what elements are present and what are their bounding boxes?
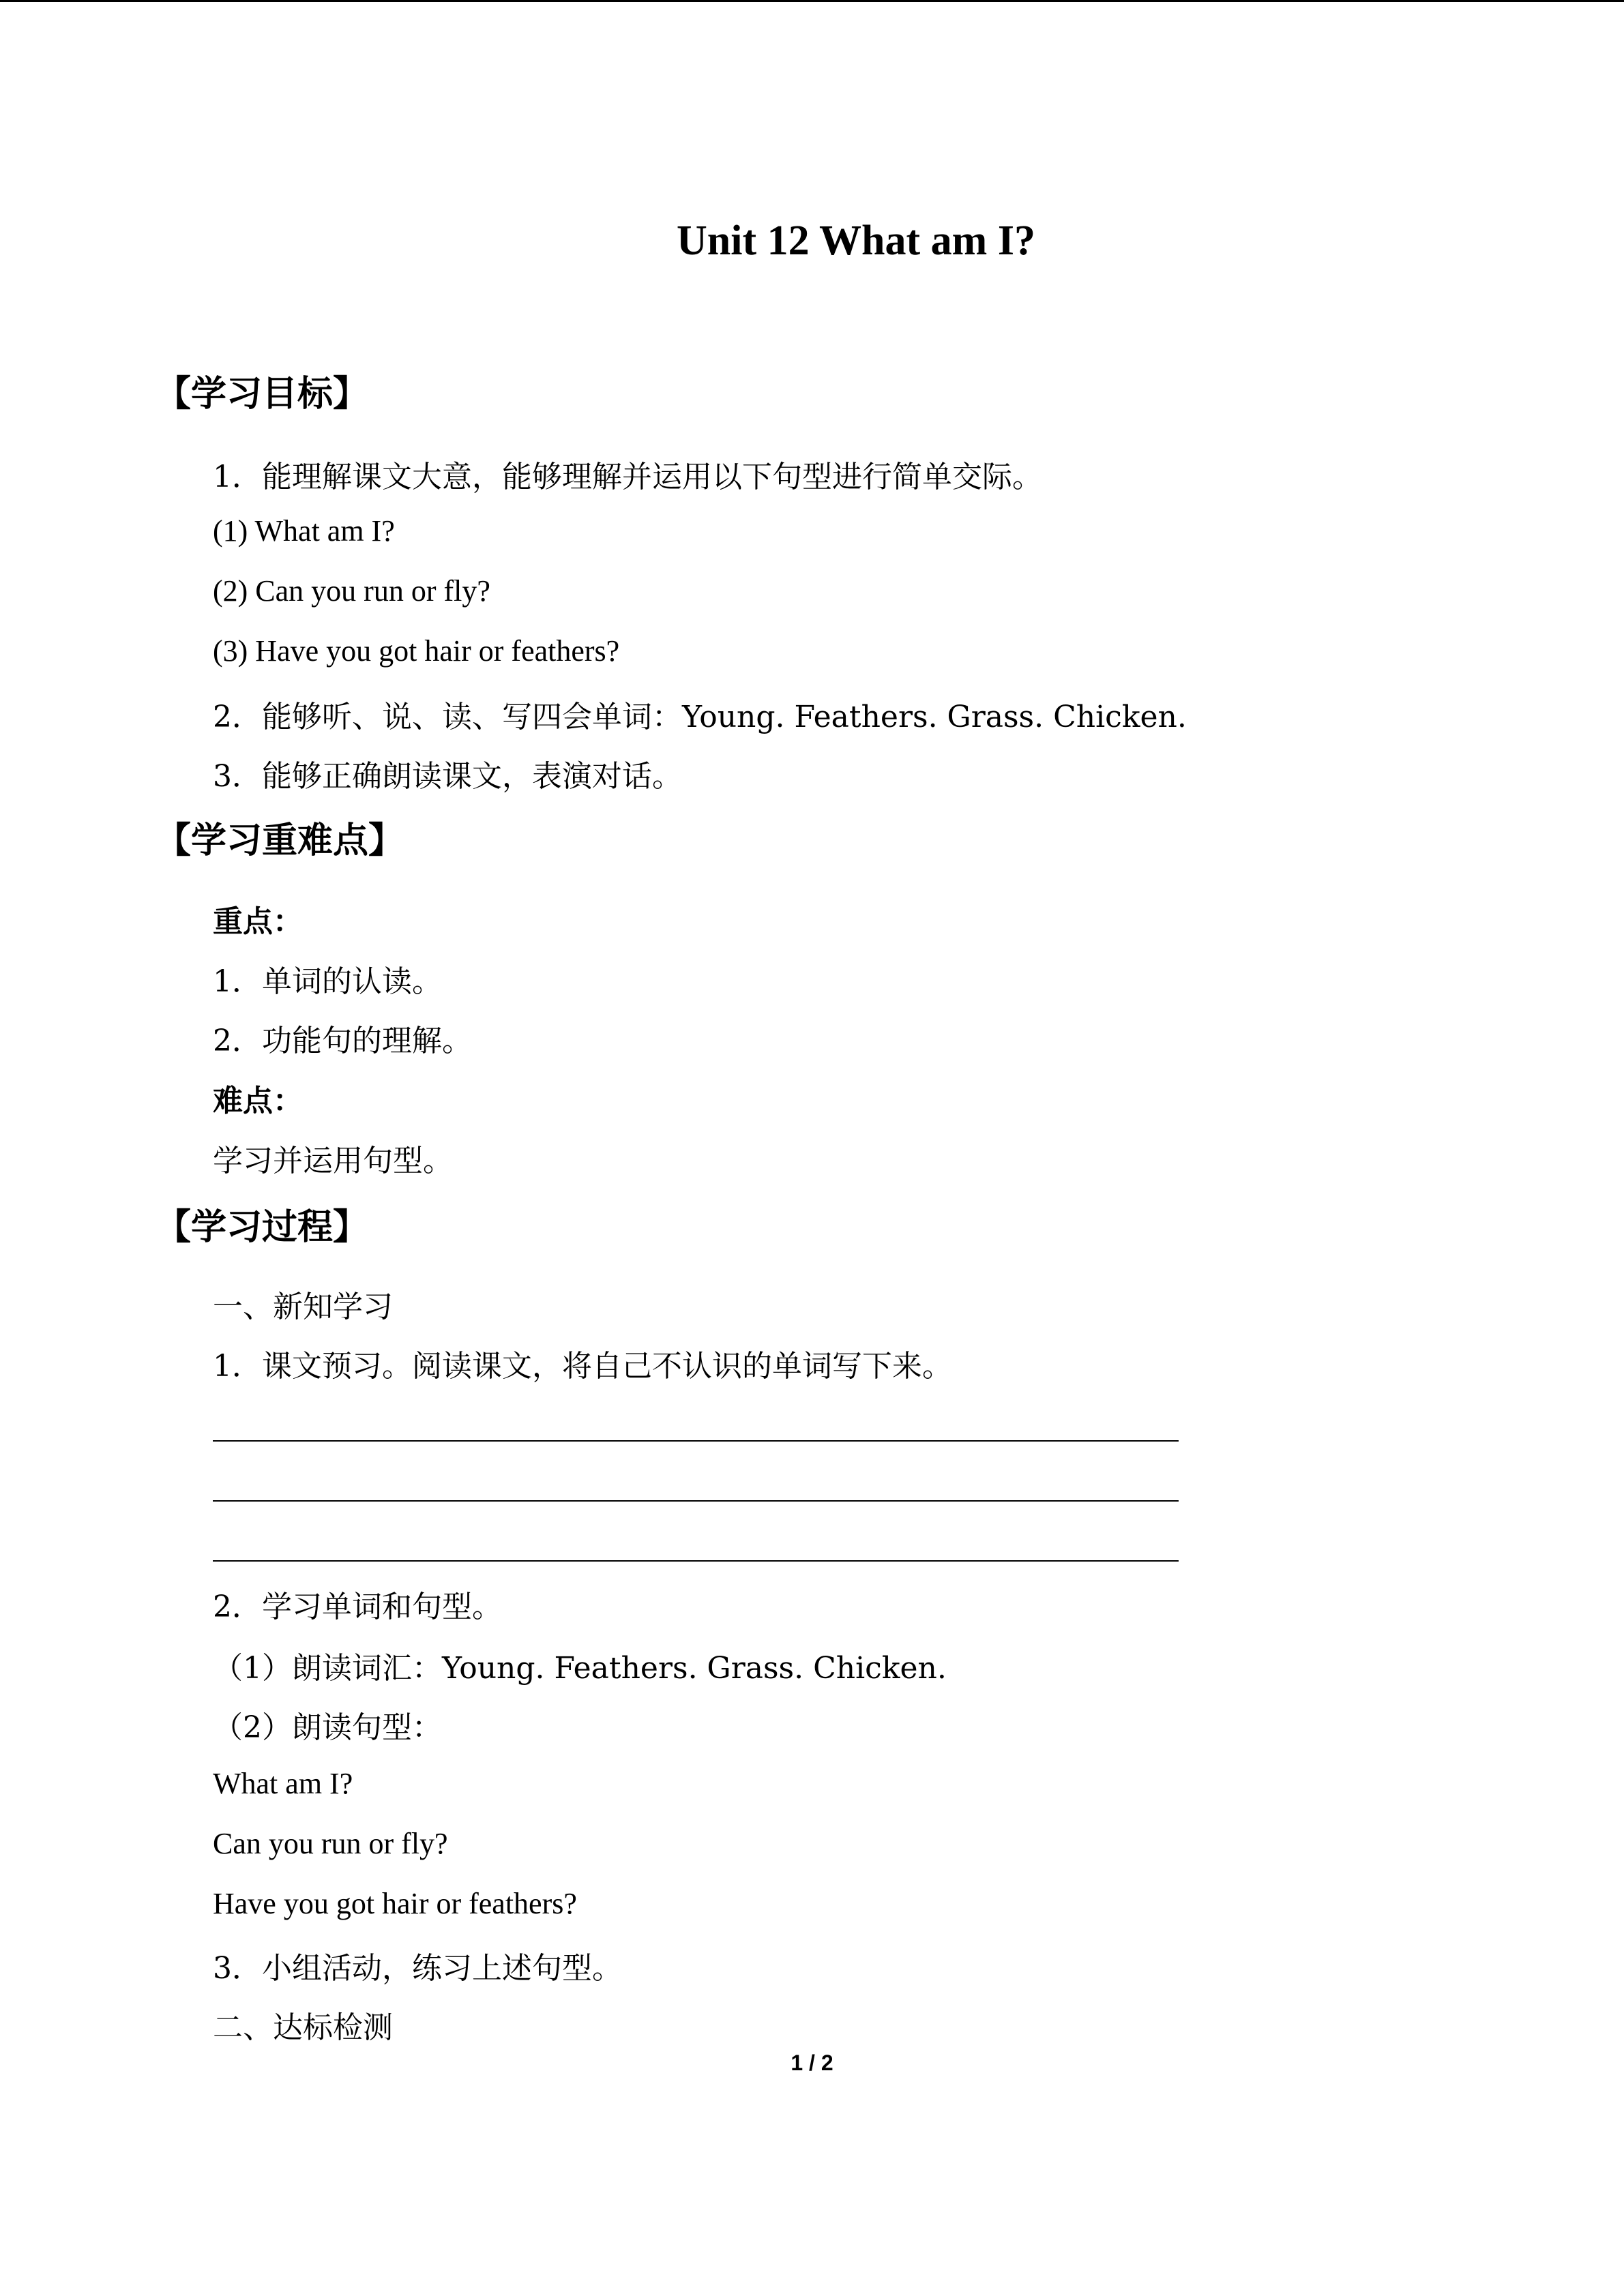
goals-heading: 【学习目标】 (156, 374, 369, 415)
focus-label: 重点： (213, 904, 303, 939)
answer-blank-line[interactable] (213, 1560, 1179, 1562)
answer-blank-line[interactable] (213, 1440, 1179, 1442)
process-heading: 【学习过程】 (156, 1207, 369, 1248)
answer-blank-line[interactable] (213, 1500, 1179, 1502)
process-line: 3．小组活动，练习上述句型。 (213, 1951, 622, 1986)
process-line: Can you run or fly? (213, 1827, 448, 1860)
page-number: 1 / 2 (791, 2051, 833, 2075)
key-points-heading: 【学习重难点】 (156, 820, 404, 861)
top-border (0, 0, 1624, 2)
difficulty-label: 难点： (213, 1084, 303, 1118)
goal-line: (3) Have you got hair or feathers? (213, 634, 620, 668)
difficulty-item: 学习并运用句型。 (213, 1144, 453, 1178)
focus-item: 1．单词的认读。 (213, 964, 442, 999)
process-line: 2．学习单词和句型。 (213, 1590, 502, 1624)
focus-item: 2．功能句的理解。 (213, 1024, 472, 1058)
process-line: What am I? (213, 1767, 353, 1800)
goal-line: 3．能够正确朗读课文，表演对话。 (213, 759, 682, 794)
process-line: （1）朗读词汇：Young. Feathers. Grass. Chicken. (213, 1651, 947, 1686)
goal-line: (2) Can you run or fly? (213, 574, 490, 608)
process-line: 二、达标检测 (213, 2010, 393, 2045)
goal-line: 1．能理解课文大意，能够理解并运用以下句型进行简单交际。 (213, 460, 1042, 494)
process-line: 一、新知学习 (213, 1289, 393, 1324)
process-line: （2）朗读句型： (213, 1710, 442, 1745)
process-line: 1．课文预习。阅读课文，将自己不认识的单词写下来。 (213, 1349, 952, 1384)
goal-line: (1) What am I? (213, 514, 395, 548)
page-title: Unit 12 What am I? (677, 218, 1035, 264)
goal-line: 2．能够听、说、读、写四会单词：Young. Feathers. Grass. Chicken. (213, 700, 1187, 734)
process-line: Have you got hair or feathers? (213, 1887, 577, 1920)
